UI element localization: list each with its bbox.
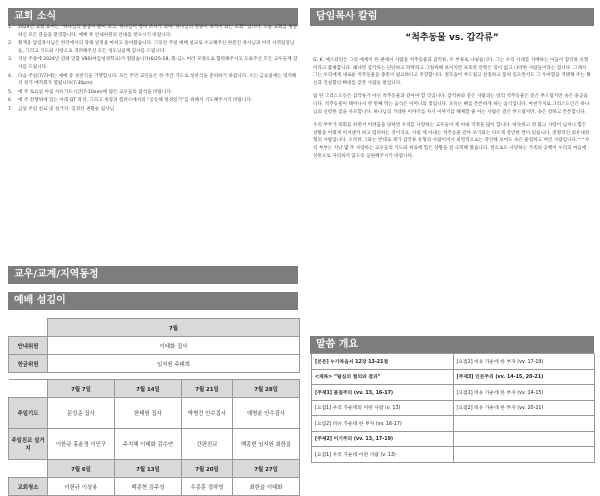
prayer-cell: 예명윤 안수집사 [233, 398, 300, 429]
date-header: 7월 13일 [114, 460, 181, 478]
date-header: 7월 14일 [114, 380, 181, 398]
prayer-label: 주일기도 [9, 398, 48, 429]
summary-cell: <제목> “탐심의 혐의와 결과” [312, 369, 454, 385]
serving-month: 7월 [48, 319, 300, 337]
date-header: 7월 7일 [48, 380, 115, 398]
summary-cell: [주제1] 물질주의 (vv. 13, 16-17) [312, 385, 454, 401]
prayer-cell: 박병건 안수집사 [181, 398, 232, 429]
column-paragraph: G. K. 체스터턴은 그의 에세이 한 편에서 사람을 척추동물과 갑각류, 두 부류로 나눴습니다. 그는 우리 시대를 지배하는 이들이 갑각류 유형이라고 불평합니다. 왜냐면 갑각류는 단단하고 딱딱하고 그럴싸해 보이지만 보호막 안쪽은 깊이 없고 나약한 사람들이라는 겁니다. 그래서 그는 우리에게 새로운 척추동물을 종족이 필요하다고 주장합니다. 곁모습이 부드럽고 친절하고 품위 있으면서도 그 우아함을 지탱해 주는 확신과 진실함의 뼈대를 갖춘 사람들 말입니다. [313, 58, 591, 86]
column-paragraph: 참 된 그리스도인은 갑각류가 아닌 척추동물과 같아야 할 것입니다. 갑각류와 같은 사람과는 달리 척추동물은 겉은 부드럽지만 속은 올곧습니다. 척추동물이 태어나서 첫 번째 먹는 음식은 어머니의 젖입니다. 모유는 뼈를 튼튼하게 하는 음식입니다. 마찬가지로 그리스도인은 하나님의 신령한 젖을 사모합니다. 하나님의 거대한 이야기를 자기 이야기를 해체할 줄 아는 사람은 겉은 부드럽지만, 속은 강하고 튼튼합니다. [313, 94, 590, 115]
summary-header: 말씀 개요 [310, 336, 594, 354]
date-header: 7월 20일 [181, 460, 232, 478]
announcement-item: 5. 매 주 토요일 아침 자유기도시간(7-10am)에 많은 교우들의 참석을 바랍니다. [8, 89, 173, 95]
summary-cell [453, 447, 595, 463]
cleaning-cell: 우종훈 정하영 [181, 478, 232, 496]
summary-table [311, 353, 595, 463]
cleaning-cell: 백종현 김주성 [114, 478, 181, 496]
summary-cell: [요점2] 비유 가운데 한 부자 (vv. 20-21) [453, 400, 595, 416]
usher-label: 안내위원 [9, 337, 48, 355]
summary-cell: [본문] 누가복음서 12장 13-21절 [312, 354, 454, 370]
fellowship-cell: 백종현 임지원 최한을 [233, 429, 300, 460]
announcement-item: 1. 2024년 교회 표어는 “하나님의 말씀이 왕이 되고, 하나님이 영이 조사가 되며, 하나님의 영광이 목적이 되는 교회” 입니다. 오늘 교회를 방문하신 모든 분들을 환영합니다. 예배 후 안내위원의 안내를 받으시기 바랍니다. [8, 25, 298, 38]
column-title: “척추동물 vs. 갑각류” [405, 33, 499, 43]
summary-cell: [요점2] 비유 가운데 한 부자 (vv. 16-17) [312, 416, 454, 432]
fellowship-cell: 이한규 홍윤정 이민구 [48, 429, 115, 460]
announcements-list [8, 24, 298, 115]
offering-label: 헌금위원 [9, 355, 48, 373]
summary-cell [453, 431, 595, 447]
announcement-item: 3. 지난 주중에 2024년 연례 연합 VBS(여름성경학교)가 열렸습니다(6/25-28, 화-금). 여러 모양으로 협력해주시고 도와주신 모든 교우들께 감사를 드립니다. [8, 57, 298, 70]
mission-header: 교우/교계/지역동정 [8, 266, 298, 284]
offering-value: 임지원 주태희 [48, 355, 300, 373]
summary-cell: [요점1] 우리 가운데의 어떤 사람 (v. 13) [312, 400, 454, 416]
announcement-item: 6. 매 주 전행위에 있는 아래 QT 묵상, 그리고 목장과 캠퍼스에서의 “공동체 성경읽기”를 위해서 기도해주시기 바랍니다. [8, 98, 253, 104]
cleaning-cell: 이한규 이상용 [48, 478, 115, 496]
summary-cell: [주제2] 이기주의 (vv. 13, 17-19) [312, 431, 454, 447]
column-paragraph: 우리 부부가 목회를 하면서 어려움을 당하면 우리를 사랑하는 교우들이 제 아내 걱정을 많이 합니다. 따뜻하고 정 많고 사랑이 넘치니 힘든 상황을 어떻게 이겨낼까 하고 염려하는 것이지요. 사실 제 아내는 척추동물 같아 보기와는 다르게 강인한 면이 있습니다. 전형적인 외유내강 형의 사람입니다. 오히려 그와는 반대로 제가 갑각류 유형의 사람이어서 외면적으로는 강인해 보여도 속은 물렁하고 여린 사람입니다.^^우리 부부는 지난 몇 주 사랑하는 교우들의 기도와 위로에 힘든 상황을 잘 극복해 왔습니다. 앞으로도 사랑하는 가족의 공백이 우리의 마음에 상흔으로 자리하지 않도록 응원해주시기 바랍니다. [313, 123, 590, 159]
summary-cell [453, 416, 595, 432]
serving-header: 예배 섬김이 [8, 292, 298, 310]
usher-value: 이태화 집사 [48, 337, 300, 355]
serving-table [8, 318, 300, 496]
announcement-item: 7. 금일 주일 친교 및 설거지: 김경선 권황순 집사님 [8, 106, 115, 112]
date-header: 7월 21일 [181, 380, 232, 398]
date-header: 7월 6일 [48, 460, 115, 478]
prayer-cell: 한태원 집사 [114, 398, 181, 429]
fellowship-cell: 간편친교 [181, 429, 232, 460]
summary-cell: [요점1] 우리 가운데 어떤 사람 (v. 13) [312, 447, 454, 463]
date-header: 7월 27일 [233, 460, 300, 478]
prayer-cell: 문성준 집사 [48, 398, 115, 429]
summary-cell: [요점1] 비유 가운데 한 부자 (vv. 14-15) [453, 385, 595, 401]
fellowship-cell: 주지혜 이태화 김수연 [114, 429, 181, 460]
date-header: 7월 28일 [233, 380, 300, 398]
column-body [313, 57, 591, 166]
summary-cell: [요점2] 비유 가운데 한 부자 (vv. 17-19) [453, 354, 595, 370]
announcements-header: 교회 소식 [8, 8, 298, 26]
announcement-item: 2. 황재웅 담임목사님은 한국에서의 장례 일정을 마치고 돌아왔습니다. 그동안 주일 예배 설교로 수고해주신 한문진 목사님과 여러 사역팀장님들, 그리고 기도와 사랑으로 격려해주신 모든 성도님들께 감사를 드립니다. [8, 41, 295, 54]
summary-cell: [주제3] 인본주의 (vv. 14-15, 20-21) [453, 369, 595, 385]
cleaning-cell: 최한을 이태화 [233, 478, 300, 496]
cleaning-label: 교회청소 [9, 478, 48, 496]
fellowship-label: 주일친교 설거지 [9, 429, 48, 460]
column-header: 담임목사 칼럼 [310, 8, 594, 26]
announcement-item: 4. 다음 주일(7/7)에는 예배 중 성찬식을 거행합니다. 모든 주민 교인들은 한 주간 기도로 성찬식을 준비하기 바랍니다. 오는 금요일에는 영적해석 정기 예적회가 열립니다(7:30pm). [8, 73, 297, 87]
